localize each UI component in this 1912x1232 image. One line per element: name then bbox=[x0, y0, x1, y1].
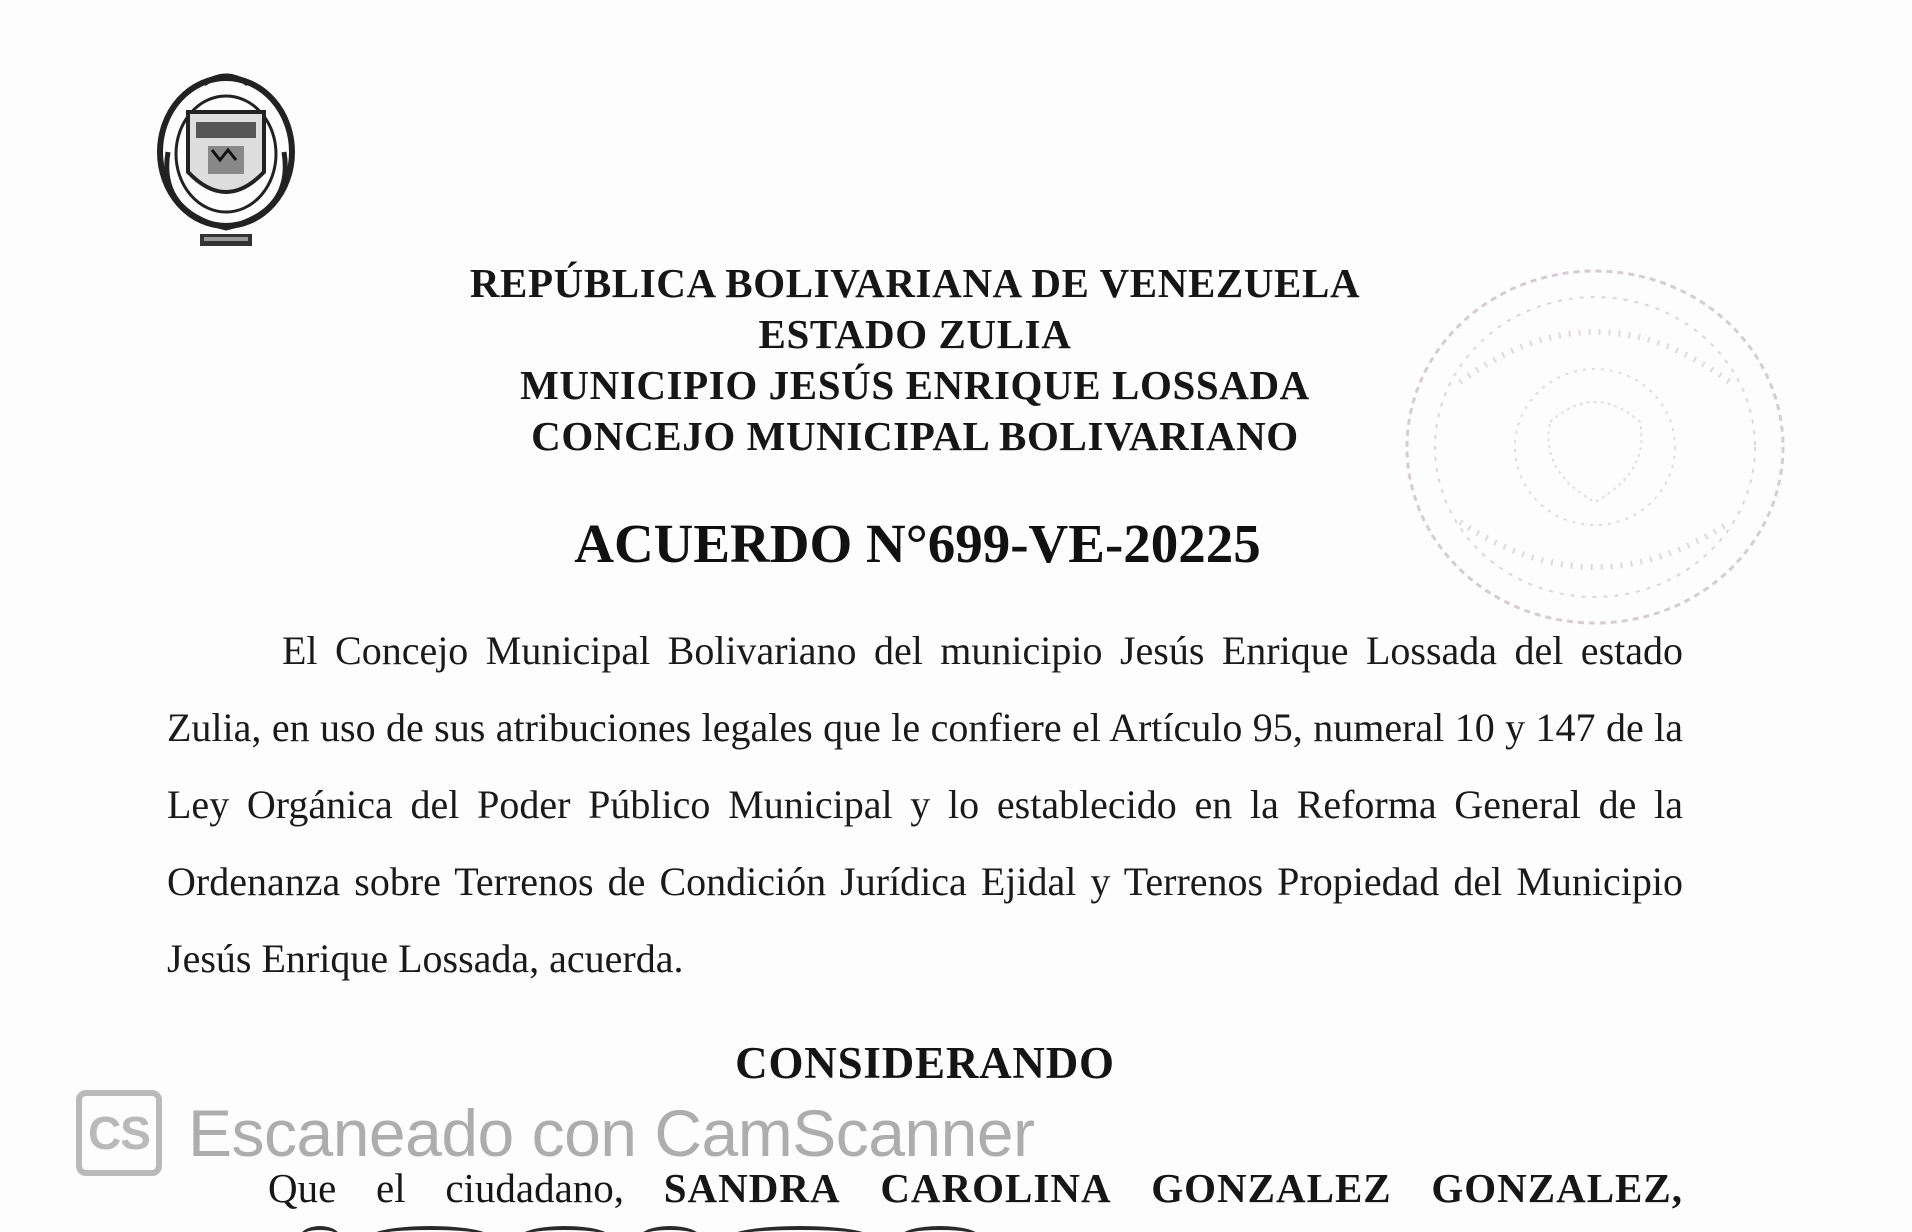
coat-of-arms-icon bbox=[148, 62, 304, 252]
cropped-glyph bbox=[300, 1226, 340, 1232]
header-line-republica: REPÚBLICA BOLIVARIANA DE VENEZUELA bbox=[469, 260, 1361, 306]
considerando-heading: CONSIDERANDO bbox=[735, 1038, 1115, 1088]
watermark-text: Escaneado con CamScanner bbox=[188, 1096, 1035, 1170]
citizen-surname-1: GONZALEZ bbox=[1151, 1165, 1392, 1211]
cropped-glyph bbox=[730, 1226, 870, 1232]
considerando-first-line bbox=[268, 1160, 1683, 1216]
cropped-glyph bbox=[520, 1226, 610, 1232]
word-ciudadano: ciudadano, bbox=[445, 1165, 625, 1211]
citizen-name-2: CAROLINA bbox=[880, 1165, 1112, 1211]
word-que: Que bbox=[268, 1165, 337, 1211]
word-el: el bbox=[376, 1165, 406, 1211]
header-line-concejo: CONCEJO MUNICIPAL BOLIVARIANO bbox=[531, 413, 1299, 459]
cropped-glyph bbox=[900, 1226, 980, 1232]
header-line-municipio: MUNICIPIO JESÚS ENRIQUE LOSSADA bbox=[520, 362, 1310, 408]
citizen-surname-2: GONZALEZ, bbox=[1431, 1165, 1683, 1211]
header-line-estado: ESTADO ZULIA bbox=[758, 311, 1072, 357]
official-seal-icon bbox=[1400, 262, 1790, 632]
citizen-name-1: SANDRA bbox=[663, 1165, 841, 1211]
body-paragraph bbox=[167, 612, 1683, 997]
body-paragraph-text: El Concejo Municipal Bolivariano del municipio Jesús Enrique Lossada del estado Zulia, en uso de sus atribuciones legales que le confiere el Artículo 95, numeral 10 y 147 de la Ley Orgánica del Poder Público Municipal y lo establecido en la Reforma General de la Ordenanza sobre Terrenos de Condición Jurídica Ejidal y Terrenos Propiedad del Municipio Jesús Enrique Lossada, acuerda. bbox=[167, 628, 1683, 981]
cropped-glyph bbox=[640, 1226, 700, 1232]
cropped-glyph bbox=[370, 1226, 490, 1232]
acuerdo-title: ACUERDO N°699-VE-20225 bbox=[574, 513, 1261, 574]
camscanner-logo-icon: CS bbox=[76, 1090, 162, 1176]
cropped-next-line bbox=[300, 1226, 1200, 1232]
